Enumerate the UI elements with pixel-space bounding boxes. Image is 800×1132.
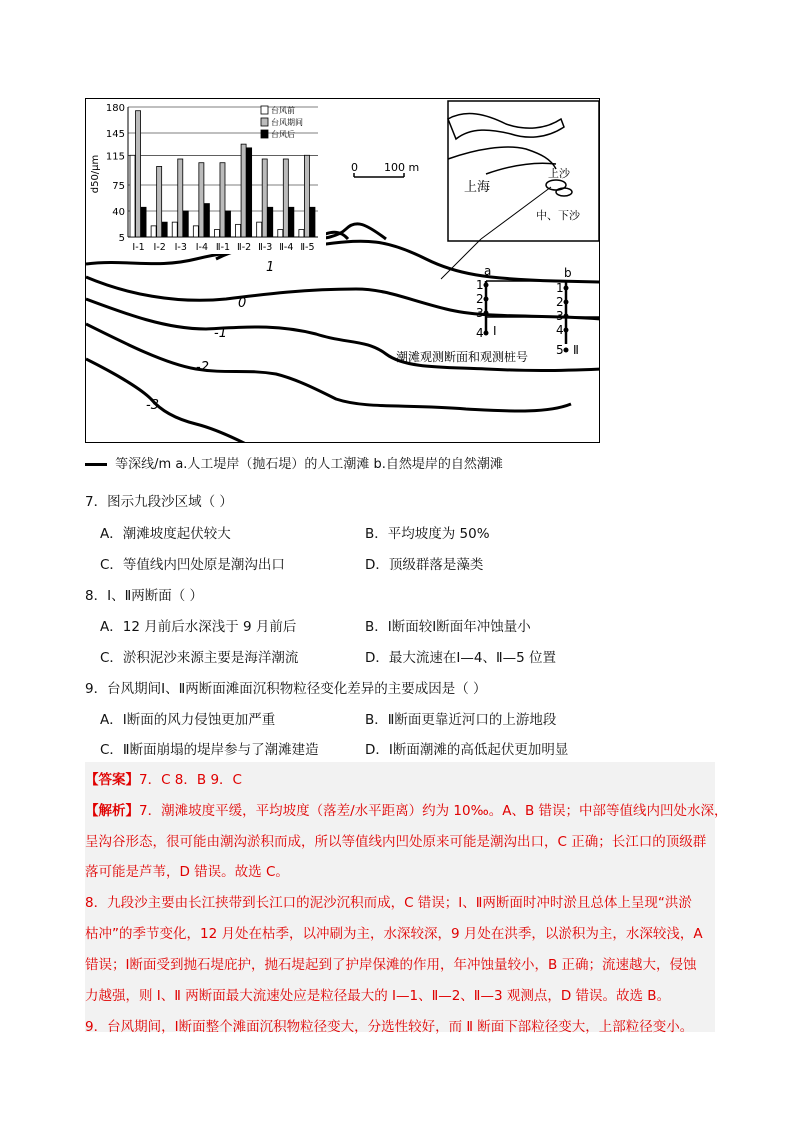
analysis-line-3: 落可能是芦苇，D 错误。故选 C。 <box>85 864 289 880</box>
pile-b-dot-3 <box>564 314 569 319</box>
bar-台风前-Ⅱ-1 <box>214 230 219 237</box>
pile-a-dot-2 <box>484 297 489 302</box>
q8-option-d: D．最大流速在Ⅰ—4、Ⅱ—5 位置 <box>365 650 556 666</box>
analysis-label: 【解析】 <box>85 803 139 819</box>
pile-a-4: 4 <box>476 326 484 340</box>
pile-a-dot-1 <box>484 283 489 288</box>
pile-b-dot-2 <box>564 300 569 305</box>
analysis-line-6: 错误；Ⅰ断面受到抛石堤庇护，抛石堤起到了护岸保滩的作用，年冲蚀量较小，B 正确；流速越大，侵蚀 <box>85 957 697 973</box>
bar-台风前-Ⅰ-1 <box>130 155 135 237</box>
bar-台风后-Ⅱ-5 <box>310 207 315 237</box>
bar-台风前-Ⅰ-2 <box>151 226 156 237</box>
analysis-line-2: 呈沟谷形态，很可能由潮沟淤积而成，所以等值线内凹处原来可能是潮沟出口，C 正确；长江口的顶级群 <box>85 834 707 850</box>
bar-台风后-Ⅰ-2 <box>162 222 167 237</box>
bar-台风后-Ⅱ-1 <box>225 211 230 237</box>
contour-label-1: 0 <box>238 296 247 311</box>
answer-label: 【答案】 <box>85 772 139 788</box>
analysis-line-5: 枯冲”的季节变化，12 月处在枯季，以冲刷为主，水深较深，9 月处在洪季，以淤积为主，水深较浅，A <box>85 926 703 942</box>
chart-y-tick: 180 <box>105 103 125 114</box>
bar-台风前-Ⅱ-2 <box>236 224 241 237</box>
analysis-line-7: 力越强，则 Ⅰ、Ⅱ 两断面最大流速处应是粒径最大的 Ⅰ—1、Ⅱ—2、Ⅱ—3 观测点，D 错误。故选 B。 <box>85 988 671 1004</box>
figure-legend <box>85 453 503 472</box>
bar-台风期间-Ⅰ-2 <box>157 166 162 237</box>
bar-台风期间-Ⅱ-2 <box>241 144 246 237</box>
bar-台风期间-Ⅱ-1 <box>220 163 225 237</box>
analysis-line-1: 【解析】7．潮滩坡度平缓，平均坡度（落差/水平距离）约为 10‰。A、B 错误；中部等值线内凹处水深， <box>85 803 728 819</box>
chart-y-label: d50/μm <box>90 154 101 194</box>
chart-x-tick: Ⅱ-4 <box>279 242 294 253</box>
q9-option-a: A．Ⅰ断面的风力侵蚀更加严重 <box>100 712 276 728</box>
pile-b-3: 3 <box>556 309 564 323</box>
bar-台风期间-Ⅱ-4 <box>283 159 288 237</box>
inset-shanghai: 上海 <box>464 180 491 195</box>
inset-upper-label: 上沙 <box>548 167 570 180</box>
bar-台风后-Ⅰ-1 <box>141 207 146 237</box>
bar-台风期间-Ⅰ-1 <box>136 111 141 237</box>
q7-option-d: D．顶级群落是藻类 <box>365 557 484 573</box>
pile-a-dot-4 <box>484 331 489 336</box>
chart-x-tick: Ⅱ-1 <box>215 242 231 253</box>
section-a-label: a <box>484 264 492 278</box>
map-figure <box>85 98 600 443</box>
pile-a-2: 2 <box>476 292 484 306</box>
bar-台风期间-Ⅱ-5 <box>304 155 309 237</box>
q9-option-b: B．Ⅱ断面更靠近河口的上游地段 <box>365 712 557 728</box>
legend-swatch-2 <box>261 130 268 138</box>
scale-label: 100 m <box>384 161 420 174</box>
chart-y-tick: 40 <box>112 207 125 218</box>
q8-option-c: C．淤积泥沙来源主要是海洋潮流 <box>100 650 299 666</box>
legend-swatch-0 <box>261 106 268 114</box>
inset-middle-label: 中、下沙 <box>536 209 580 222</box>
answer-text: 7．C 8．B 9．C <box>139 772 242 788</box>
bar-台风前-Ⅱ-5 <box>299 230 304 237</box>
chart-legend-2: 台风后 <box>271 130 295 139</box>
q7-option-a: A．潮滩坡度起伏较大 <box>100 526 231 542</box>
pile-b-1: 1 <box>556 281 564 295</box>
bar-台风前-Ⅰ-4 <box>193 226 198 237</box>
grain-size-chart <box>86 99 326 254</box>
legend-text: 等深线/m a.人工堤岸（抛石堤）的人工潮滩 b.自然堤岸的自然潮滩 <box>115 457 503 472</box>
contour-label-4: -3 <box>146 398 159 413</box>
pile-a-dot-3 <box>484 311 489 316</box>
chart-x-tick: Ⅰ-3 <box>174 242 187 253</box>
contour-label-0: 1 <box>266 260 275 275</box>
q9-stem: 9．台风期间Ⅰ、Ⅱ两断面滩面沉积物粒径变化差异的主要成因是（ ） <box>85 681 487 697</box>
q8-option-b: B．Ⅰ断面较Ⅰ断面年冲蚀量小 <box>365 619 531 635</box>
chart-x-tick: Ⅱ-5 <box>300 242 315 253</box>
pile-a-1: 1 <box>476 278 484 292</box>
chart-y-tick: 75 <box>112 181 125 192</box>
bar-台风期间-Ⅰ-3 <box>178 159 183 237</box>
contour-0 <box>86 277 600 319</box>
contour-label-3: -2 <box>196 360 209 375</box>
chart-y-tick: 5 <box>118 233 125 244</box>
pile-b-dot-5 <box>564 348 569 353</box>
contour-legend-icon <box>85 463 107 466</box>
chart-x-tick: Ⅰ-2 <box>153 242 166 253</box>
chart-y-tick: 145 <box>105 129 125 140</box>
chart-x-tick: Ⅱ-3 <box>258 242 273 253</box>
bar-台风期间-Ⅱ-3 <box>262 159 267 237</box>
analysis-line-4: 8．九段沙主要由长江挟带到长江口的泥沙沉积而成，C 错误；Ⅰ、Ⅱ两断面时冲时淤且总体上呈现“洪淤 <box>85 895 692 911</box>
q9-option-d: D．Ⅰ断面潮滩的高低起伏更加明显 <box>365 742 569 758</box>
bar-台风后-Ⅱ-4 <box>289 207 294 237</box>
chart-legend-1: 台风期间 <box>271 118 303 127</box>
bar-台风后-Ⅰ-4 <box>204 204 209 237</box>
chart-x-tick: Ⅱ-2 <box>237 242 252 253</box>
figure-note: 潮滩观测断面和观测桩号 <box>396 350 529 364</box>
bar-台风后-Ⅱ-3 <box>268 207 273 237</box>
analysis-line-8: 9．台风期间，Ⅰ断面整个滩面沉积物粒径变大，分选性较好，而 Ⅱ 断面下部粒径变大，上部粒径变小。 <box>85 1019 694 1035</box>
bar-台风前-Ⅱ-3 <box>257 222 262 237</box>
q7-option-c: C．等值线内凹处原是潮沟出口 <box>100 557 285 573</box>
legend-swatch-1 <box>261 118 268 126</box>
section-I-label: Ⅰ <box>493 324 497 338</box>
chart-legend-0: 台风前 <box>271 106 295 115</box>
answer-line <box>85 768 242 788</box>
pile-b-4: 4 <box>556 323 564 337</box>
q8-stem: 8．Ⅰ、Ⅱ两断面（ ） <box>85 588 204 604</box>
q7-option-b: B．平均坡度为 50% <box>365 526 490 542</box>
chart-y-tick: 115 <box>105 151 125 163</box>
q8-option-a: A．12 月前后水深浅于 9 月前后 <box>100 619 297 635</box>
section-II-label: Ⅱ <box>573 343 579 357</box>
bar-台风后-Ⅰ-3 <box>183 211 188 237</box>
bar-台风后-Ⅱ-2 <box>247 148 252 237</box>
bar-台风前-Ⅰ-3 <box>172 222 177 237</box>
chart-x-tick: Ⅰ-1 <box>132 242 145 253</box>
q9-option-c: C．Ⅱ断面崩塌的堤岸参与了潮滩建造 <box>100 742 319 758</box>
q7-stem: 7．图示九段沙区域（ ） <box>85 494 233 510</box>
chart-x-tick: Ⅰ-4 <box>195 242 209 253</box>
pile-b-2: 2 <box>556 295 564 309</box>
contour-label-2: -1 <box>214 326 227 341</box>
pile-b-dot-4 <box>564 328 569 333</box>
pile-b-5: 5 <box>556 343 564 357</box>
pile-a-3: 3 <box>476 306 484 320</box>
bar-台风前-Ⅱ-4 <box>278 230 283 237</box>
section-b-label: b <box>564 266 572 280</box>
bar-台风期间-Ⅰ-4 <box>199 163 204 237</box>
scale-zero-label: 0 <box>351 161 358 174</box>
pile-b-dot-1 <box>564 286 569 291</box>
figure-drawing <box>86 99 600 443</box>
